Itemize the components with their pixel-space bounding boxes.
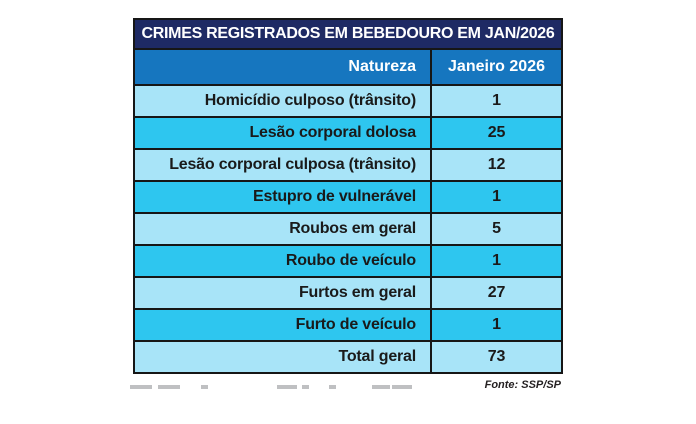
crime-value: 12 <box>431 149 562 181</box>
crime-label: Estupro de vulnerável <box>134 181 431 213</box>
cropped-text-artifact <box>130 385 152 389</box>
crime-label: Homicídio culposo (trânsito) <box>134 85 431 117</box>
crime-label: Roubo de veículo <box>134 245 431 277</box>
total-value: 73 <box>431 341 562 373</box>
cropped-text-artifact <box>277 385 297 389</box>
crime-label: Lesão corporal culposa (trânsito) <box>134 149 431 181</box>
table-row total-row <box>134 341 562 373</box>
table-row <box>134 117 562 149</box>
cropped-text-artifact <box>302 385 309 389</box>
crime-statistics-table <box>133 18 563 374</box>
crime-value: 1 <box>431 309 562 341</box>
table-row <box>134 149 562 181</box>
column-header-natureza: Natureza <box>134 49 431 85</box>
source-credit: Fonte: SSP/SP <box>484 379 561 391</box>
table-row <box>134 181 562 213</box>
crime-value: 25 <box>431 117 562 149</box>
column-header-janeiro-2026: Janeiro 2026 <box>431 49 562 85</box>
crime-value: 1 <box>431 85 562 117</box>
crime-label: Furtos em geral <box>134 277 431 309</box>
table-row <box>134 309 562 341</box>
crime-value: 1 <box>431 181 562 213</box>
cropped-text-artifact <box>201 385 208 389</box>
cropped-text-artifact <box>329 385 336 389</box>
table-title: CRIMES REGISTRADOS EM BEBEDOURO EM JAN/2026 <box>134 19 562 49</box>
table-title-row <box>134 19 562 49</box>
table-row <box>134 277 562 309</box>
cropped-text-artifact <box>392 385 412 389</box>
table-row <box>134 85 562 117</box>
crime-label: Furto de veículo <box>134 309 431 341</box>
table-row <box>134 213 562 245</box>
crime-value: 27 <box>431 277 562 309</box>
crime-label: Lesão corporal dolosa <box>134 117 431 149</box>
total-label: Total geral <box>134 341 431 373</box>
crime-label: Roubos em geral <box>134 213 431 245</box>
table-header-row <box>134 49 562 85</box>
table-row <box>134 245 562 277</box>
cropped-text-artifact <box>158 385 180 389</box>
crime-value: 5 <box>431 213 562 245</box>
cropped-text-artifact <box>372 385 390 389</box>
crime-value: 1 <box>431 245 562 277</box>
